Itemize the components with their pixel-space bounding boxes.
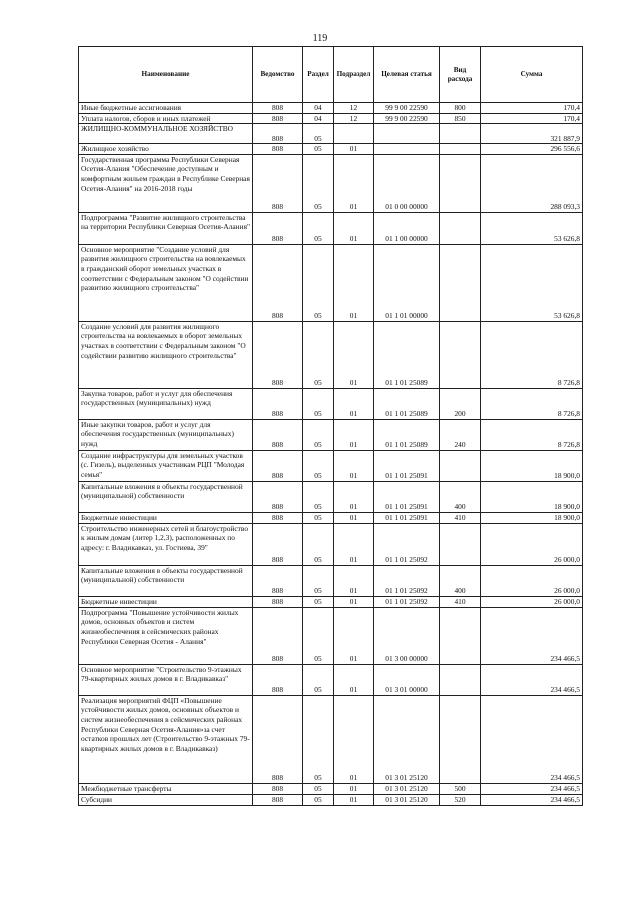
table-row — [79, 664, 583, 695]
cell-vid — [440, 154, 481, 212]
cell-razdel: 05 — [303, 244, 334, 321]
cell-podrazdel: 01 — [334, 481, 374, 512]
cell-summa: 18 900,0 — [481, 450, 583, 481]
cell-name: Уплата налогов, сборов и иных платежей — [79, 113, 253, 124]
table-row — [79, 596, 583, 607]
header-razdel: Раздел — [303, 47, 334, 103]
cell-summa: 296 556,6 — [481, 144, 583, 155]
table-row — [79, 154, 583, 212]
budget-table — [78, 46, 583, 806]
cell-vedomstvo: 808 — [253, 321, 303, 388]
cell-vedomstvo: 808 — [253, 794, 303, 805]
table-row — [79, 419, 583, 450]
header-podrazdel: Подраздел — [334, 47, 374, 103]
cell-name: Межбюджетные трансферты — [79, 783, 253, 794]
cell-vid: 200 — [440, 388, 481, 419]
cell-vid — [440, 523, 481, 565]
cell-statya: 01 1 01 25091 — [374, 450, 440, 481]
cell-statya — [374, 144, 440, 155]
cell-statya: 01 1 01 00000 — [374, 244, 440, 321]
cell-statya: 01 3 01 00000 — [374, 664, 440, 695]
cell-vid: 800 — [440, 103, 481, 114]
cell-name: Закупка товаров, работ и услуг для обеспечения государственных (муниципальных) нужд — [79, 388, 253, 419]
cell-vedomstvo: 808 — [253, 113, 303, 124]
cell-summa: 170,4 — [481, 113, 583, 124]
header-vid: Вид расхода — [440, 47, 481, 103]
cell-vedomstvo: 808 — [253, 124, 303, 144]
cell-podrazdel: 01 — [334, 565, 374, 596]
cell-vedomstvo: 808 — [253, 664, 303, 695]
cell-name: Бюджетные инвестиции — [79, 596, 253, 607]
cell-statya — [374, 124, 440, 144]
cell-summa: 170,4 — [481, 103, 583, 114]
cell-statya: 01 1 01 25092 — [374, 596, 440, 607]
cell-vedomstvo: 808 — [253, 244, 303, 321]
cell-name: Подпрограмма "Развитие жилищного строительства на территории Республики Северная Осетия-Алания" — [79, 212, 253, 244]
table-row — [79, 113, 583, 124]
table-row — [79, 388, 583, 419]
cell-vid: 400 — [440, 481, 481, 512]
page-number: 119 — [312, 33, 328, 44]
table-row — [79, 512, 583, 523]
cell-summa: 53 626,8 — [481, 244, 583, 321]
table-row — [79, 212, 583, 244]
cell-vid — [440, 321, 481, 388]
cell-vedomstvo: 808 — [253, 783, 303, 794]
cell-name: Иные закупки товаров, работ и услуг для обеспечения государственных (муниципальных) нужд — [79, 419, 253, 450]
cell-vedomstvo: 808 — [253, 695, 303, 783]
cell-summa: 234 466,5 — [481, 664, 583, 695]
cell-podrazdel: 01 — [334, 596, 374, 607]
cell-summa: 234 466,5 — [481, 783, 583, 794]
cell-vedomstvo: 808 — [253, 450, 303, 481]
cell-name: Государственная программа Республики Северная Осетия-Алания "Обеспечение доступным и комфортным жильем граждан в Республике Северная Осетия-Алания" на 2016-2018 годы — [79, 154, 253, 212]
cell-podrazdel: 01 — [334, 419, 374, 450]
header-name: Наименование — [79, 47, 253, 103]
cell-statya: 01 1 01 25092 — [374, 523, 440, 565]
cell-summa: 234 466,5 — [481, 794, 583, 805]
header-statya: Целевая статья — [374, 47, 440, 103]
table-row — [79, 124, 583, 144]
cell-razdel: 05 — [303, 450, 334, 481]
cell-summa: 26 000,0 — [481, 523, 583, 565]
table-row — [79, 695, 583, 783]
cell-summa: 18 900,0 — [481, 481, 583, 512]
cell-podrazdel: 12 — [334, 103, 374, 114]
cell-statya: 01 3 01 25120 — [374, 783, 440, 794]
table-row — [79, 103, 583, 114]
table-row — [79, 794, 583, 805]
cell-statya: 01 1 01 25091 — [374, 481, 440, 512]
cell-razdel: 04 — [303, 113, 334, 124]
cell-statya: 01 1 00 00000 — [374, 212, 440, 244]
header-vedomstvo: Ведомство — [253, 47, 303, 103]
cell-vedomstvo: 808 — [253, 481, 303, 512]
table-row — [79, 523, 583, 565]
cell-vid — [440, 124, 481, 144]
cell-vedomstvo: 808 — [253, 212, 303, 244]
table-row — [79, 783, 583, 794]
cell-podrazdel: 01 — [334, 154, 374, 212]
cell-name: Создание инфраструктуры для земельных участков (с. Гизель), выделенных участникам РЦП "Молодая семья" — [79, 450, 253, 481]
cell-statya: 01 1 01 25089 — [374, 388, 440, 419]
cell-podrazdel: 01 — [334, 144, 374, 155]
cell-razdel: 05 — [303, 596, 334, 607]
cell-razdel: 05 — [303, 794, 334, 805]
cell-podrazdel: 01 — [334, 244, 374, 321]
cell-name: Подпрограмма "Повышение устойчивости жилых домов, основных объектов и систем жизнеобеспечения в сейсмических районах Республики Северная Осетия - Алания" — [79, 607, 253, 664]
cell-vid — [440, 607, 481, 664]
cell-statya: 01 3 01 25120 — [374, 695, 440, 783]
cell-name: Капитальные вложения в объекты государственной (муниципальной) собственности — [79, 481, 253, 512]
cell-podrazdel: 01 — [334, 321, 374, 388]
cell-name: Реализация мероприятий ФЦП «Повышение устойчивости жилых домов, основных объектов и систем жизнеобеспечения в сейсмических районах Республики Северная Осетия-Алания»за счет остатков прошлых лет (Строительство 9-этажных 79-квартирных жилых домов в г. Владикавказ) — [79, 695, 253, 783]
cell-podrazdel: 01 — [334, 450, 374, 481]
cell-podrazdel: 01 — [334, 388, 374, 419]
cell-vedomstvo: 808 — [253, 419, 303, 450]
cell-razdel: 05 — [303, 523, 334, 565]
cell-statya: 99 9 00 22590 — [374, 113, 440, 124]
cell-summa: 53 626,8 — [481, 212, 583, 244]
cell-razdel: 05 — [303, 664, 334, 695]
cell-vedomstvo: 808 — [253, 596, 303, 607]
cell-podrazdel: 12 — [334, 113, 374, 124]
table-row — [79, 481, 583, 512]
cell-vid: 520 — [440, 794, 481, 805]
cell-summa: 321 887,9 — [481, 124, 583, 144]
cell-vedomstvo: 808 — [253, 388, 303, 419]
cell-razdel: 05 — [303, 321, 334, 388]
cell-vedomstvo: 808 — [253, 144, 303, 155]
cell-razdel: 05 — [303, 607, 334, 664]
cell-vid — [440, 695, 481, 783]
cell-razdel: 05 — [303, 512, 334, 523]
table-row — [79, 565, 583, 596]
cell-name: Иные бюджетные ассигнования — [79, 103, 253, 114]
cell-statya: 01 1 01 25091 — [374, 512, 440, 523]
cell-podrazdel: 01 — [334, 664, 374, 695]
cell-vedomstvo: 808 — [253, 154, 303, 212]
cell-podrazdel: 01 — [334, 695, 374, 783]
cell-podrazdel: 01 — [334, 523, 374, 565]
cell-razdel: 05 — [303, 565, 334, 596]
cell-name: Бюджетные инвестиции — [79, 512, 253, 523]
cell-summa: 234 466,5 — [481, 607, 583, 664]
cell-name: Строительство инженерных сетей и благоустройство к жилым домам (литер 1,2,3), расположенных по адресу: г. Владикавказ, ул. Гостиева, 39" — [79, 523, 253, 565]
cell-razdel: 05 — [303, 124, 334, 144]
cell-podrazdel — [334, 124, 374, 144]
cell-vid: 400 — [440, 565, 481, 596]
cell-statya: 01 1 01 25092 — [374, 565, 440, 596]
cell-summa: 234 466,5 — [481, 695, 583, 783]
cell-summa: 8 726,8 — [481, 321, 583, 388]
cell-name: Субсидии — [79, 794, 253, 805]
cell-razdel: 05 — [303, 481, 334, 512]
cell-vedomstvo: 808 — [253, 607, 303, 664]
cell-razdel: 04 — [303, 103, 334, 114]
cell-name: Жилищное хозяйство — [79, 144, 253, 155]
table-row — [79, 321, 583, 388]
cell-statya: 01 0 00 00000 — [374, 154, 440, 212]
cell-summa: 8 726,8 — [481, 419, 583, 450]
table-row — [79, 244, 583, 321]
cell-vid: 850 — [440, 113, 481, 124]
cell-vid — [440, 450, 481, 481]
cell-vid — [440, 664, 481, 695]
cell-summa: 8 726,8 — [481, 388, 583, 419]
cell-razdel: 05 — [303, 419, 334, 450]
cell-statya: 01 3 00 00000 — [374, 607, 440, 664]
cell-vid — [440, 144, 481, 155]
table-row — [79, 450, 583, 481]
cell-razdel: 05 — [303, 212, 334, 244]
cell-summa: 26 000,0 — [481, 565, 583, 596]
cell-podrazdel: 01 — [334, 512, 374, 523]
cell-razdel: 05 — [303, 695, 334, 783]
cell-razdel: 05 — [303, 388, 334, 419]
cell-vid — [440, 244, 481, 321]
cell-podrazdel: 01 — [334, 607, 374, 664]
cell-podrazdel: 01 — [334, 783, 374, 794]
cell-name: Создание условий для развития жилищного строительства на вовлекаемых в оборот земельных участках в соответствии с Федеральным законом "О содействии развитию жилищного строительства" — [79, 321, 253, 388]
cell-statya: 99 9 00 22590 — [374, 103, 440, 114]
cell-vid: 240 — [440, 419, 481, 450]
cell-statya: 01 3 01 25120 — [374, 794, 440, 805]
cell-vid: 410 — [440, 512, 481, 523]
cell-statya: 01 1 01 25089 — [374, 419, 440, 450]
cell-name: Капитальные вложения в объекты государственной (муниципальной) собственности — [79, 565, 253, 596]
cell-name: Основное мероприятие "Создание условий для развития жилищного строительства на вовлекаемых в гражданский оборот земельных участках в соответствии с Федеральным законом "О содействии развитию жилищного строительства" — [79, 244, 253, 321]
cell-name: Основное мероприятие "Строительство 9-этажных 79-квартирных жилых домов в г. Владикавказ" — [79, 664, 253, 695]
cell-summa: 18 900,0 — [481, 512, 583, 523]
cell-vedomstvo: 808 — [253, 103, 303, 114]
cell-vid: 500 — [440, 783, 481, 794]
table-body — [79, 103, 583, 806]
cell-razdel: 05 — [303, 783, 334, 794]
table-row — [79, 607, 583, 664]
cell-razdel: 05 — [303, 144, 334, 155]
cell-podrazdel: 01 — [334, 212, 374, 244]
cell-vid: 410 — [440, 596, 481, 607]
cell-podrazdel: 01 — [334, 794, 374, 805]
cell-statya: 01 1 01 25089 — [374, 321, 440, 388]
table-row — [79, 144, 583, 155]
header-summa: Сумма — [481, 47, 583, 103]
cell-vedomstvo: 808 — [253, 565, 303, 596]
cell-vedomstvo: 808 — [253, 512, 303, 523]
table-header-row — [79, 47, 583, 103]
cell-name: ЖИЛИЩНО-КОММУНАЛЬНОЕ ХОЗЯЙСТВО — [79, 124, 253, 144]
cell-vid — [440, 212, 481, 244]
cell-summa: 288 093,3 — [481, 154, 583, 212]
cell-razdel: 05 — [303, 154, 334, 212]
cell-vedomstvo: 808 — [253, 523, 303, 565]
cell-summa: 26 000,0 — [481, 596, 583, 607]
